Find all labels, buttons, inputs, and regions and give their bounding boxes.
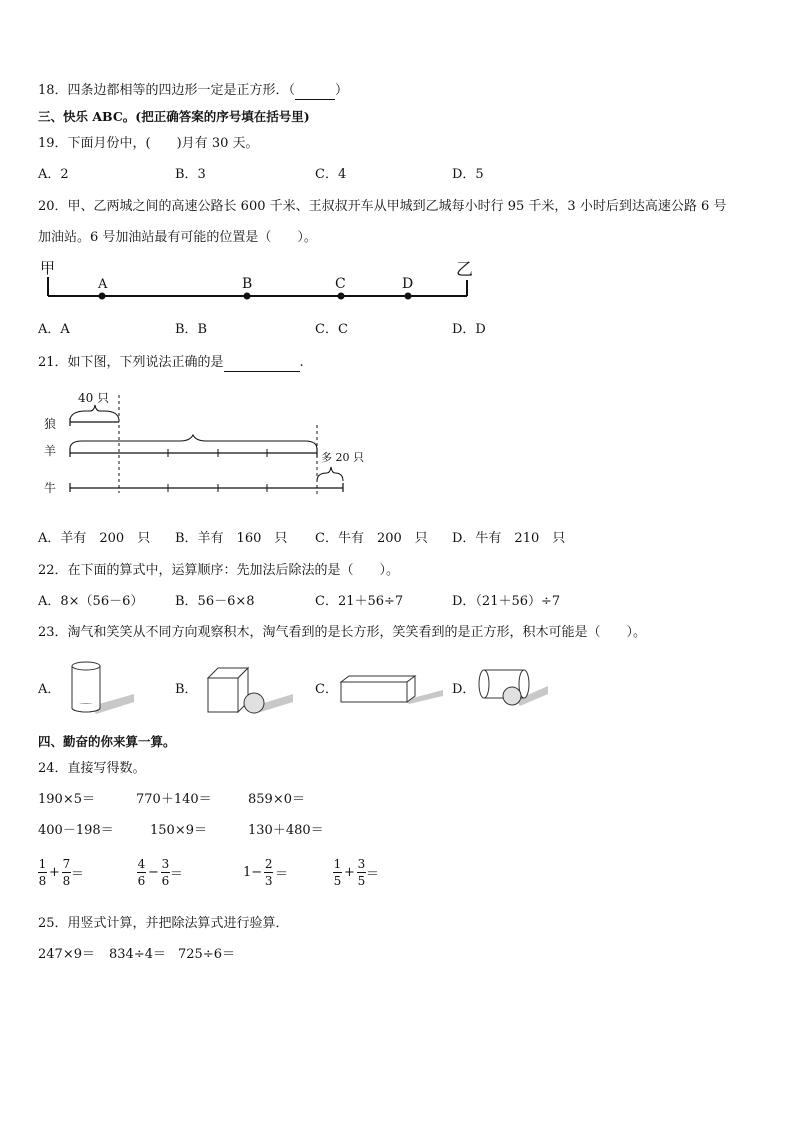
q18-close: ） [335,83,349,98]
q23-cube-with-ball-image [198,660,298,718]
q19-option-b[interactable]: B．3 [175,167,206,182]
q18-text: 18．四条边都相等的四边形一定是正方形．（ [38,83,296,98]
q23-option-d[interactable]: D． [452,682,476,697]
q23-option-c[interactable]: C． [315,682,338,697]
q25-item-3: 725÷6＝ [178,947,235,962]
q23-cuboid-image [335,668,445,710]
q20-option-a[interactable]: A．A [38,322,70,337]
q24-item-4: 400－198＝ [38,823,114,838]
q21-extra-brace [317,467,343,481]
q21-end: . [299,355,304,370]
q20-point-b [244,293,251,300]
q20-label-d: D [402,276,414,292]
q25-item-2: 834÷4＝ [109,947,166,962]
q21-line-diagram [30,385,390,515]
q24-fraction-expr-2: $\frac{4}{6}$ − $\frac{3}{6}$ ＝ [137,857,183,888]
question-21 [38,354,304,372]
section-4-title: 四、勤奋的你来算一算。 [38,734,176,749]
q21-option-c[interactable]: C．牛有 200 只 [315,531,428,546]
q24-fraction-expr-4: $\frac{1}{5}$ + $\frac{3}{5}$ ＝ [333,857,379,888]
q20-point-d [405,293,412,300]
q19-option-c[interactable]: C．4 [315,167,347,182]
q23-cylinder-lying-with-ball-image [476,662,556,712]
q21-option-d[interactable]: D．牛有 210 只 [452,531,566,546]
q20-start-label: 甲 [40,259,56,277]
q20-option-d[interactable]: D．D [452,322,486,337]
question-23: 23．淘气和笑笑从不同方向观察积木，淘气看到的是长方形，笑笑看到的是正方形，积木可能是（ ）。 [38,625,647,640]
q21-label-40: 40 只 [78,391,110,405]
q21-row-cow-label: 牛 [44,481,57,495]
q21-row-sheep-label: 羊 [44,444,57,458]
q20-label-c: C [335,276,346,292]
q25-item-1: 247×9＝ [38,947,95,962]
q24-fraction-expr-3: 1− $\frac{2}{3}$ ＝ [243,857,289,888]
q18-answer-blank[interactable] [295,99,335,100]
q19-option-d[interactable]: D．5 [452,167,484,182]
question-22: 22．在下面的算式中，运算顺序：先加法后除法的是（ ）。 [38,563,400,578]
q22-option-a[interactable]: A．8×（56－6） [38,594,144,609]
q24-fraction-expr-1: $\frac{1}{8}$ + $\frac{7}{8}$ ＝ [38,857,84,888]
question-25: 25．用竖式计算，并把除法算式进行验算． [38,916,289,931]
q21-option-b[interactable]: B．羊有 160 只 [175,531,288,546]
q23-cylinder-upright-image [62,658,142,718]
q21-sheep-brace [70,435,317,449]
q20-label-b: B [242,276,253,292]
q21-row-wolf-label: 狼 [44,417,57,431]
q20-option-b[interactable]: B．B [175,322,208,337]
q24-item-1: 190×5＝ [38,792,95,807]
q24-item-6: 130＋480＝ [248,823,324,838]
q20-point-a [99,293,106,300]
q20-option-c[interactable]: C．C [315,322,348,337]
q21-text: 21．如下图，下列说法正确的是 [38,355,224,370]
q23-option-b[interactable]: B． [175,682,198,697]
q23-option-a[interactable]: A． [38,682,61,697]
q20-end-label: 乙 [456,260,473,280]
q21-option-a[interactable]: A．羊有 200 只 [38,531,151,546]
q22-option-b[interactable]: B．56－6×8 [175,594,255,609]
q20-road-diagram [30,255,490,315]
q19-option-a[interactable]: A．2 [38,167,69,182]
q24-item-3: 859×0＝ [248,792,305,807]
q22-option-d[interactable]: D．（21＋56）÷7 [452,594,561,609]
question-19: 19．下面月份中，( )月有 30 天。 [38,136,259,151]
q21-wolf-brace [70,405,119,421]
q21-answer-blank[interactable] [224,371,300,372]
question-20-line2: 加油站。6 号加油站最有可能的位置是（ ）。 [38,230,317,245]
q20-label-a: A [98,277,108,292]
q21-label-more-20: 多 20 只 [321,451,364,464]
section-3-title: 三、快乐 ABC。(把正确答案的序号填在括号里) [38,109,310,124]
q24-item-2: 770＋140＝ [136,792,212,807]
q20-point-c [338,293,345,300]
q24-item-5: 150×9＝ [150,823,207,838]
question-20-line1: 20．甲、乙两城之间的高速公路长 600 千米、王叔叔开车从甲城到乙城每小时行 95 千米，3 小时后到达高速公路 6 号 [38,199,727,214]
q22-option-c[interactable]: C．21＋56÷7 [315,594,404,609]
question-18 [38,82,348,100]
question-24: 24．直接写得数。 [38,761,146,776]
